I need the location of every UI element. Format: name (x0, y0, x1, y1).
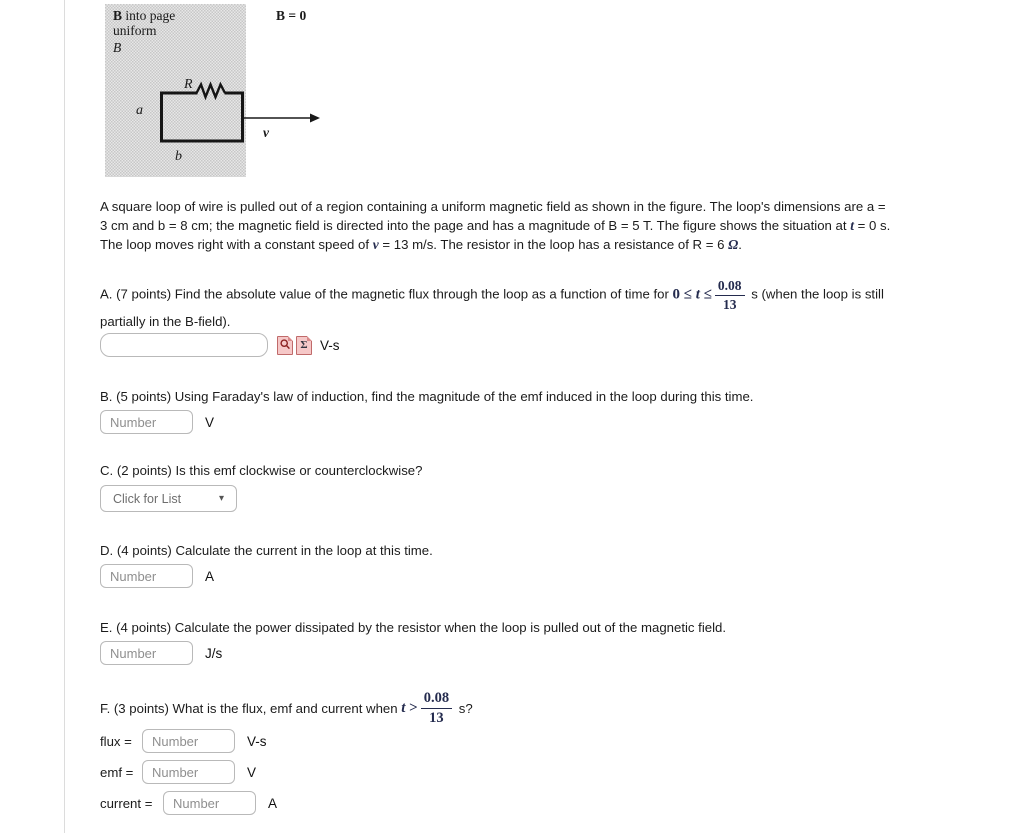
current-unit: A (268, 795, 278, 811)
emf-row (100, 760, 256, 784)
fraction-denominator: 13 (429, 709, 444, 726)
region-label-rest: into page (122, 8, 176, 23)
part-a-answer-input[interactable] (100, 333, 268, 357)
statement-var-v: v (372, 237, 379, 252)
part-c-dropdown[interactable] (100, 485, 237, 512)
region-label-line3: B (113, 40, 122, 55)
flux-row (100, 729, 267, 753)
flux-unit: V-s (247, 733, 267, 749)
part-a-answer-row (100, 333, 340, 357)
part-a-math-post: ≤ (699, 286, 712, 303)
part-e-question: E. (4 points) Calculate the power dissipated by the resistor when the loop is pulled out of the magnetic field. (100, 620, 727, 635)
statement-seg4: = 13 m/s. The resistor in the loop has a resistance of R = 6 (378, 237, 729, 252)
part-f-text: F. (3 points) What is the flux, emf and current when (100, 700, 402, 716)
current-label: current = (100, 795, 153, 811)
part-b-unit: V (205, 414, 215, 430)
side-b-label: b (175, 149, 182, 164)
emf-unit: V (247, 764, 257, 780)
part-a-math-pre: 0 ≤ (672, 286, 696, 303)
preview-icon[interactable] (277, 336, 293, 355)
current-row (100, 791, 277, 815)
statement-seg6: . (738, 237, 742, 252)
statement-var-t: t (850, 218, 854, 233)
fraction-numerator: 0.08 (421, 690, 452, 709)
part-d-question: D. (4 points) Calculate the current in the loop at this time. (100, 543, 433, 558)
fraction-numerator: 0.08 (715, 278, 745, 296)
part-b-question: B. (5 points) Using Faraday's law of induction, find the magnitude of the emf induced in the loop during this time. (100, 389, 754, 404)
statement-seg0: A square loop of wire is pulled out of a region containing a uniform magnetic field as shown in the figure. The loop's dimensions are a = 3 cm and b = 8 cm; the magnetic field is directed into the page and has a magnitude of B = 5 T. The figure shows the situation at (100, 199, 886, 233)
part-e-answer-input[interactable] (100, 641, 193, 665)
page-fold (307, 336, 312, 341)
part-d-answer-input[interactable] (100, 564, 193, 588)
part-e-unit: J/s (205, 645, 223, 661)
chevron-down-icon: ▾ (218, 493, 224, 504)
problem-figure (105, 4, 337, 189)
region-label-line1 (113, 8, 175, 23)
part-b-answer-input[interactable] (100, 410, 193, 434)
part-e-answer-row (100, 641, 222, 665)
resistor-label: R (184, 77, 193, 92)
fraction-denominator: 13 (722, 296, 737, 312)
dropdown-label: Click for List (113, 491, 182, 506)
part-a-math-var: t (695, 286, 700, 303)
region-label-line2: uniform (113, 23, 157, 38)
part-a-text-after: s (when the loop is still partially in the B-field). (100, 286, 884, 330)
sigma-glyph: Σ (300, 338, 308, 351)
part-f-fraction (421, 690, 452, 726)
equation-editor-icons (277, 336, 312, 355)
problem-statement (100, 197, 895, 254)
side-a-label: a (136, 103, 143, 118)
part-d-unit: A (205, 568, 215, 584)
emf-input[interactable] (142, 760, 235, 784)
flux-label: flux = (100, 733, 132, 749)
statement-omega: Ω (728, 237, 739, 252)
part-a-unit: V-s (320, 337, 340, 353)
part-c-question: C. (2 points) Is this emf clockwise or counterclockwise? (100, 463, 423, 478)
part-a-text: A. (7 points) Find the absolute value of the magnetic flux through the loop as a function of time for (100, 286, 673, 302)
figure-svg (105, 4, 337, 184)
part-b-answer-row (100, 410, 214, 434)
equation-editor-icon[interactable] (296, 336, 312, 355)
part-f-math-var: t (401, 699, 406, 716)
current-input[interactable] (163, 791, 256, 815)
velocity-arrowhead (310, 114, 320, 123)
region-label-b: B (113, 8, 123, 23)
part-a-fraction (715, 278, 745, 312)
part-d-answer-row (100, 564, 214, 588)
velocity-label: v (263, 125, 269, 140)
left-divider (64, 0, 65, 833)
part-f-question (100, 688, 920, 728)
statement-seg2: = 0 s. The loop moves right with a constant speed of (100, 218, 891, 252)
part-f-math-post: > (405, 699, 418, 716)
outside-field-label: B = 0 (276, 8, 307, 23)
page-fold (288, 336, 293, 341)
part-a-question (100, 278, 900, 331)
flux-input[interactable] (142, 729, 235, 753)
emf-label: emf = (100, 764, 134, 780)
part-f-text-after: s? (455, 700, 473, 716)
